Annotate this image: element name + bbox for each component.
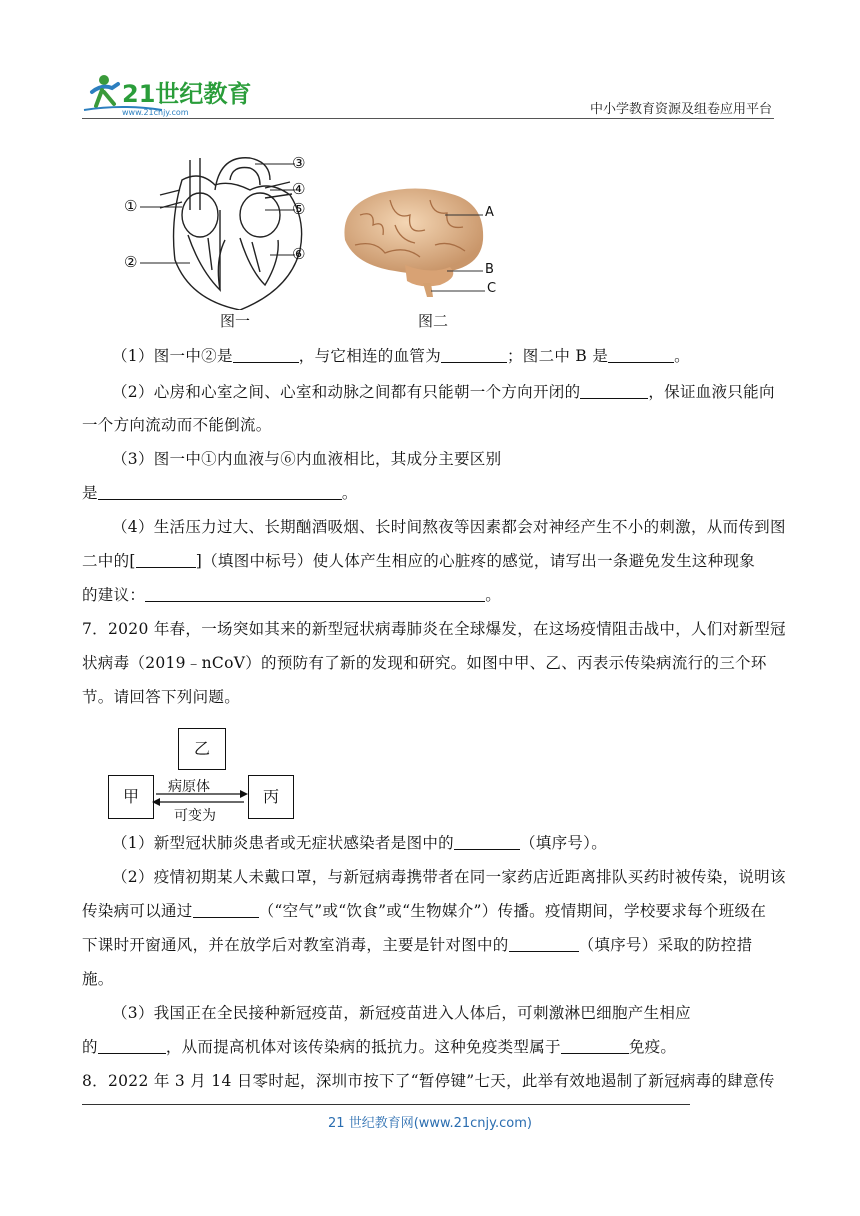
heart-marker-1: ①: [124, 197, 138, 215]
answer-blank[interactable]: [561, 1036, 629, 1054]
q6-part3-line2: 是 。: [82, 484, 358, 502]
heart-caption: 图一: [220, 312, 251, 330]
answer-blank[interactable]: [441, 345, 507, 363]
box-yi: 乙: [178, 728, 226, 770]
q7-intro-line2: 状病毒（2019﹣nCoV）的预防有了新的发现和研究。如图中甲、乙、丙表示传染病流行的三个环: [82, 654, 767, 672]
heart-marker-5: ⑤: [292, 200, 306, 218]
q8-line1: 8．2022 年 3 月 14 日零时起，深圳市按下了“暂停键”七天，此举有效地遏制了新冠病毒的肆意传: [82, 1072, 775, 1090]
q7-part3-line2: 的 ，从而提高机体对该传染病的抵抗力。这种免疫类型属于 免疫。: [82, 1038, 677, 1056]
box-bing: 丙: [248, 775, 294, 819]
q6-part4-line1: （4）生活压力过大、长期酗酒吸烟、长时间熬夜等因素都会对神经产生不小的刺激，从而传到图: [112, 518, 786, 536]
q6-part4-line3: 的建议： 。: [82, 586, 502, 604]
site-logo: [82, 70, 252, 120]
q7-part3-line1: （3）我国正在全民接种新冠疫苗，新冠疫苗进入人体后，可刺激淋巴细胞产生相应: [112, 1004, 691, 1022]
brain-caption: 图二: [418, 312, 449, 330]
brain-marker-a: A: [485, 205, 494, 220]
answer-blank[interactable]: [454, 832, 520, 850]
answer-blank[interactable]: [145, 584, 485, 602]
answer-blank[interactable]: [509, 934, 579, 952]
platform-name: 中小学教育资源及组卷应用平台: [589, 102, 772, 117]
heart-marker-6: ⑥: [292, 245, 306, 263]
q7-part2-line1: （2）疫情初期某人未戴口罩，与新冠病毒携带者在同一家药店近距离排队买药时被传染，说明该: [112, 868, 786, 886]
q7-part1: （1）新型冠状肺炎患者或无症状感染者是图中的 （填序号）。: [112, 834, 608, 852]
brain-image: [335, 185, 515, 305]
epidemic-links-diagram: [108, 728, 298, 823]
answer-blank[interactable]: [98, 482, 342, 500]
header-divider: [82, 118, 774, 119]
q7-part2-line2: 传染病可以通过 （“空气”或“饮食”或“生物媒介”）传播。疫情期间，学校要求每个班级在: [82, 902, 767, 920]
footer-link[interactable]: 21 世纪教育网(www.21cnjy.com): [328, 1116, 532, 1131]
answer-blank[interactable]: [233, 345, 299, 363]
brain-marker-c: C: [487, 281, 497, 296]
heart-marker-3: ③: [292, 154, 306, 172]
brain-marker-b: B: [485, 262, 494, 277]
q6-part2-line2: 一个方向流动而不能倒流。: [82, 416, 272, 434]
heart-marker-4: ④: [292, 180, 306, 198]
footer-divider: [82, 1104, 690, 1105]
answer-blank[interactable]: [580, 381, 648, 399]
heart-marker-2: ②: [124, 253, 138, 271]
answer-blank[interactable]: [98, 1036, 166, 1054]
answer-blank[interactable]: [608, 345, 674, 363]
q7-part2-line4: 施。: [82, 970, 114, 988]
q6-part2-line1: （2）心房和心室之间、心室和动脉之间都有只能朝一个方向开闭的 ，保证血液只能向: [112, 383, 775, 401]
answer-blank[interactable]: [193, 900, 259, 918]
heart-diagram: [120, 150, 320, 310]
svg-text:www.21cnjy.com: www.21cnjy.com: [122, 108, 189, 117]
arrow-label-become: 可变为: [174, 808, 216, 824]
q6-part3-line1: （3）图一中①内血液与⑥内血液相比，其成分主要区别: [112, 450, 502, 468]
svg-text:21世纪教育: 21世纪教育: [122, 80, 252, 108]
q7-intro-line1: 7．2020 年春，一场突如其来的新型冠状病毒肺炎在全球爆发，在这场疫情阻击战中，人们对新型冠: [82, 620, 786, 638]
answer-blank[interactable]: [136, 550, 196, 568]
arrow-label-pathogen: 病原体: [168, 779, 210, 795]
q6-part4-line2: 二中的[ ]（填图中标号）使人体产生相应的心脏疼的感觉，请写出一条避免发生这种现象: [82, 552, 756, 570]
box-jia: 甲: [108, 775, 154, 819]
q7-intro-line3: 节。请回答下列问题。: [82, 688, 241, 706]
q7-part2-line3: 下课时开窗通风，并在放学后对教室消毒，主要是针对图中的 （填序号）采取的防控措: [82, 936, 753, 954]
q6-part1: （1）图一中②是 ，与它相连的血管为 ；图二中 B 是 。: [112, 347, 690, 365]
